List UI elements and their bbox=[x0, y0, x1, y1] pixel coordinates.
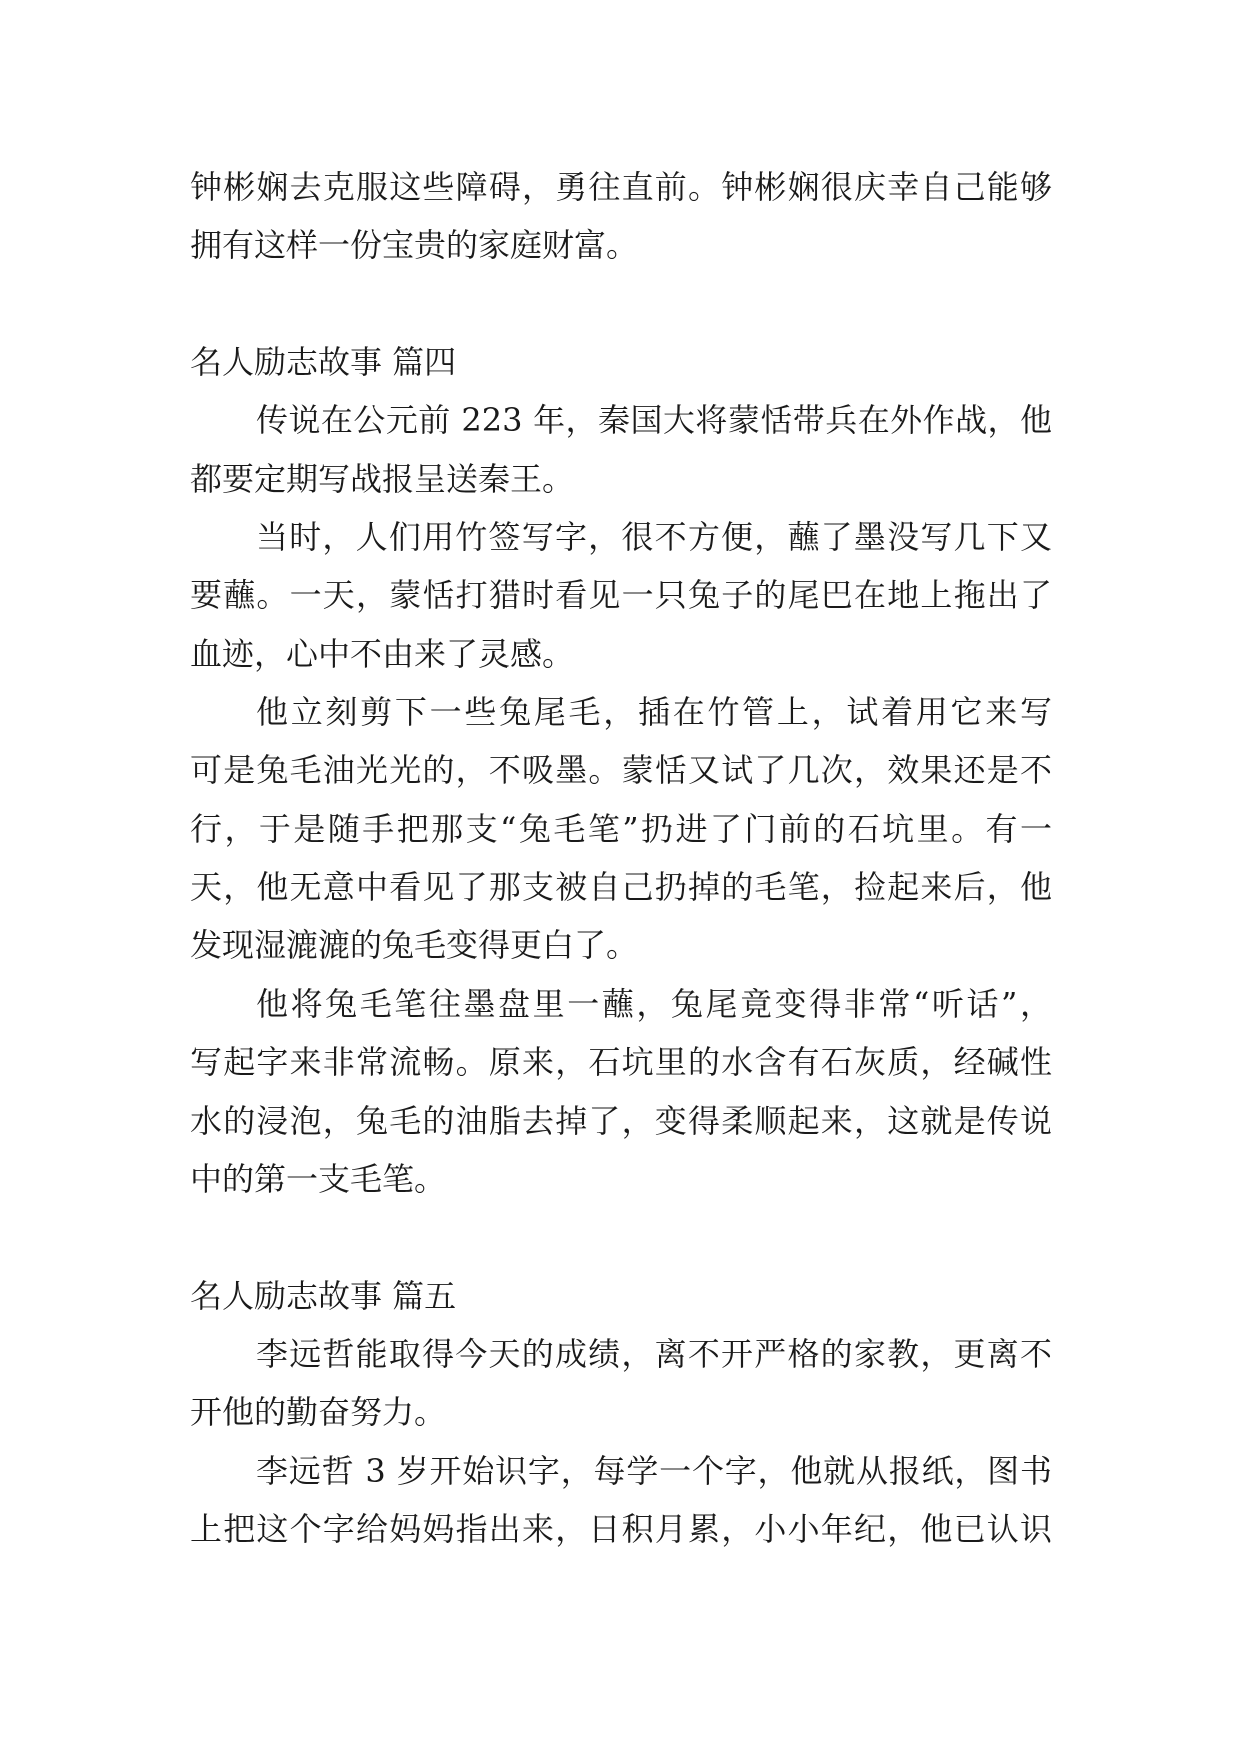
section-heading: 名人励志故事 篇五 bbox=[190, 1276, 457, 1315]
text-line: 他将兔毛笔往墨盘里一蘸，兔尾竟变得非常“听话”， bbox=[256, 984, 1052, 1023]
blank-line bbox=[190, 1208, 1052, 1266]
text-line: 都要定期写战报呈送秦王。 bbox=[190, 459, 575, 498]
document-body bbox=[190, 158, 1052, 1558]
paragraph bbox=[190, 391, 1052, 508]
text-line: 要蘸。一天，蒙恬打猎时看见一只兔子的尾巴在地上拖出了 bbox=[190, 576, 1052, 615]
text-line: 钟彬娴去克服这些障碍，勇往直前。钟彬娴很庆幸自己能够 bbox=[190, 168, 1052, 206]
blank-line bbox=[190, 275, 1052, 333]
paragraph bbox=[190, 1325, 1052, 1442]
text-line: 水的浸泡，兔毛的油脂去掉了，变得柔顺起来，这就是传说 bbox=[190, 1101, 1052, 1140]
paragraph-continued bbox=[190, 158, 1052, 275]
text-line: 他立刻剪下一些兔尾毛，插在竹管上，试着用它来写 bbox=[256, 693, 1052, 732]
text-line: 李远哲 3 岁开始识字，每学一个字，他就从报纸，图书 bbox=[256, 1451, 1052, 1490]
text-line: 行，于是随手把那支“兔毛笔”扔进了门前的石坑里。有一 bbox=[190, 809, 1052, 848]
section-heading: 名人励志故事 篇四 bbox=[190, 343, 457, 382]
paragraph bbox=[190, 508, 1052, 683]
text-line: 当时，人们用竹签写字，很不方便，蘸了墨没写几下又 bbox=[256, 518, 1052, 557]
text-line: 拥有这样一份宝贵的家庭财富。 bbox=[190, 226, 639, 265]
text-line: 上把这个字给妈妈指出来，日积月累，小小年纪，他已认识 bbox=[190, 1509, 1052, 1548]
paragraph bbox=[190, 1442, 1052, 1559]
text-line: 李远哲能取得今天的成绩，离不开严格的家教，更离不 bbox=[256, 1334, 1052, 1373]
text-line: 写起字来非常流畅。原来，石坑里的水含有石灰质，经碱性 bbox=[190, 1043, 1052, 1082]
text-line: 传说在公元前 223 年，秦国大将蒙恬带兵在外作战，他 bbox=[256, 401, 1052, 440]
text-line: 可是兔毛油光光的，不吸墨。蒙恬又试了几次，效果还是不 bbox=[190, 751, 1052, 790]
text-line: 血迹，心中不由来了灵感。 bbox=[190, 634, 575, 673]
paragraph bbox=[190, 975, 1052, 1208]
text-line: 发现湿漉漉的兔毛变得更白了。 bbox=[190, 926, 639, 965]
text-line: 中的第一支毛笔。 bbox=[190, 1159, 447, 1198]
paragraph bbox=[190, 683, 1052, 975]
text-line: 天，他无意中看见了那支被自己扔掉的毛笔，捡起来后，他 bbox=[190, 868, 1052, 907]
text-line: 开他的勤奋努力。 bbox=[190, 1393, 447, 1432]
